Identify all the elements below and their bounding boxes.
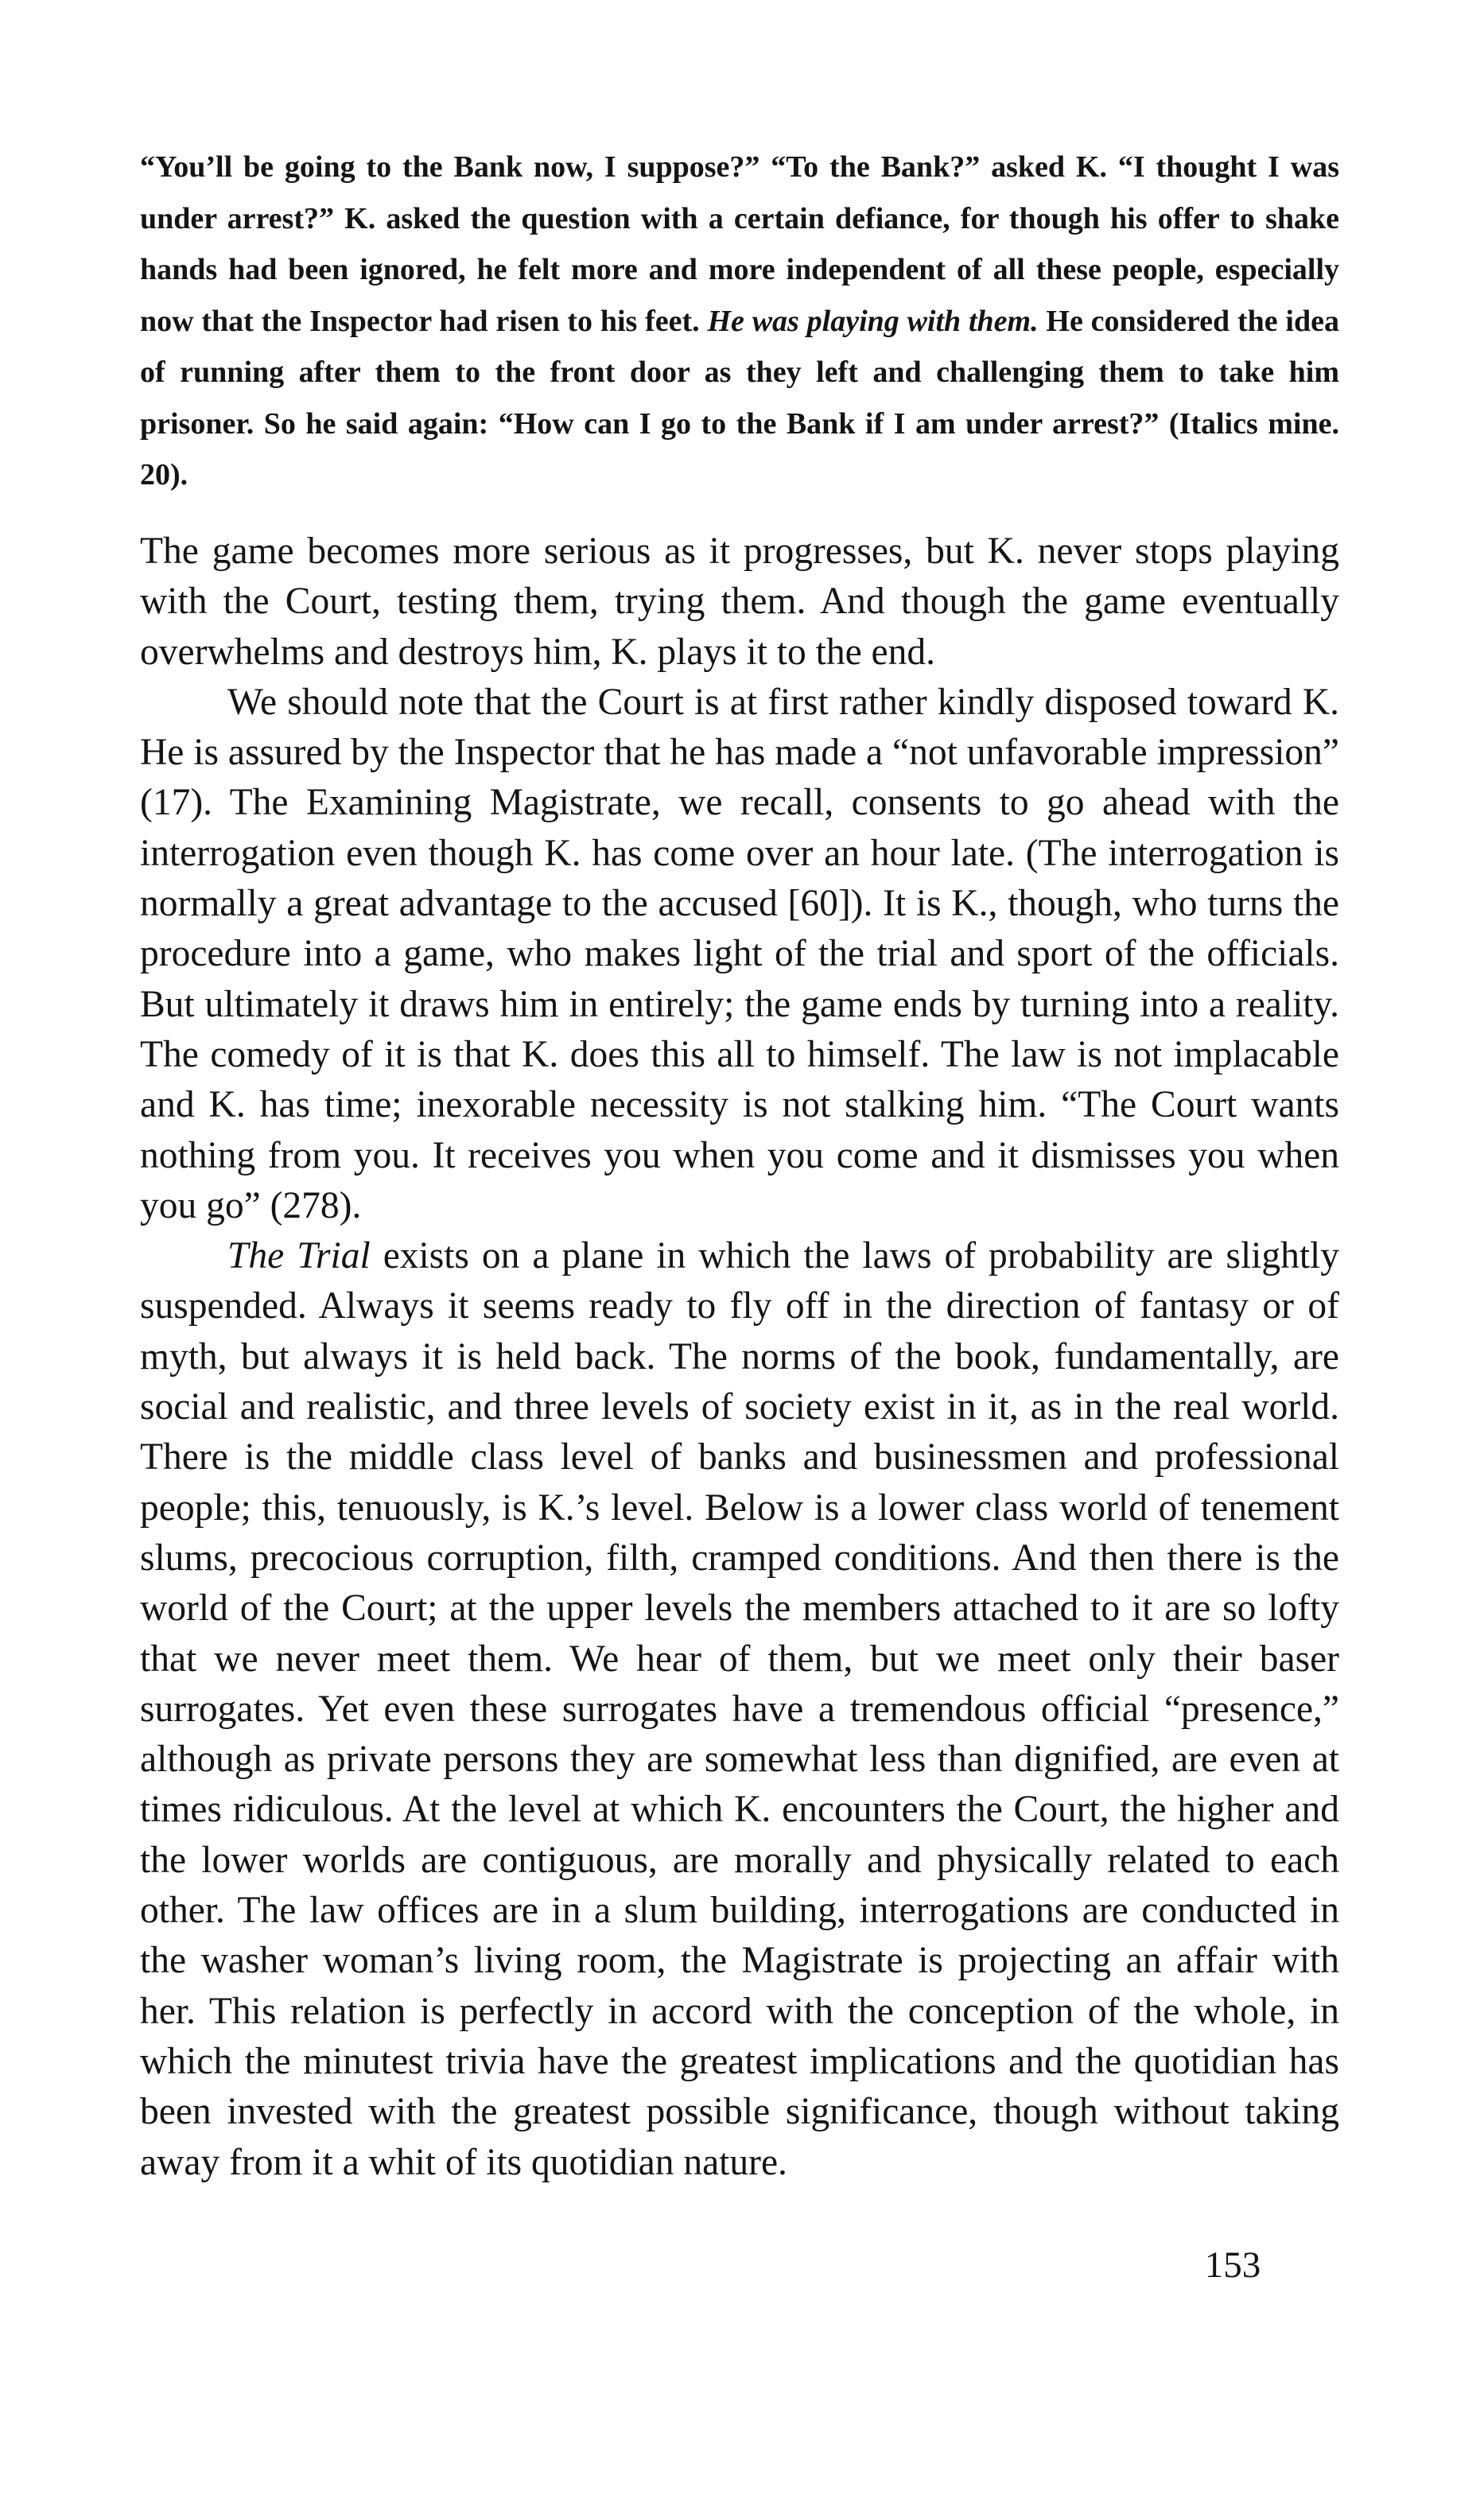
quote-text-end: He considered the idea of running after them to the front door as they left and challenging them to take him prisoner. So he said again: “How can I go to the Bank if I am under arrest?” (Italics mine. 20). — [140, 304, 1339, 492]
quote-text-start: “You’ll be going to the Bank now, I suppose?” “To the Bank?” asked K. “I thought I was under arrest?” K. asked the question with a certain defiance, for though his offer to shake hands had been ignored, he felt more and more independent of all these people, especially now that the Inspector had risen to his feet. — [140, 150, 1339, 338]
quote-italic-text: He was playing with them. — [707, 304, 1039, 338]
paragraph-3-text: exists on a plane in which the laws of probability are slightly suspended. Always it seems ready to fly off in the direction of fantasy or of myth, but always it is held back. The norms of the book, fundamentally, are social and realistic, and three levels of society exist in it, as in the real world. There is the middle class level of banks and businessmen and professional people; this, tenuously, is K.’s level. Below is a lower class world of tenement slums, precocious corruption, filth, cramped conditions. And then there is the world of the Court; at the upper levels the members attached to it are so lofty that we never meet them. We hear of them, but we meet only their baser surrogates. Yet even these surrogates have a tremendous official “presence,” although as private persons they are somewhat less than dignified, are even at times ridiculous. At the level at which K. encounters the Court, the higher and the lower worlds are contiguous, are morally and physically related to each other. The law offices are in a slum building, interrogations are conducted in the washer woman’s living room, the Magistrate is projecting an affair with her. This relation is perfectly in accord with the conception of the whole, in which the minutest trivia have the greatest implications and the quotidian has been invested with the greatest possible significance, though without taking away from it a whit of its quotidian nature. — [140, 1235, 1339, 2183]
book-title: The Trial — [227, 1235, 371, 1277]
body-text — [140, 527, 1339, 2188]
paragraph-2: We should note that the Court is at first rather kindly disposed toward K. He is assured by the Inspector that he has made a “not unfavorable impression” (17). The Examining Magistrate, we recall, consents to go ahead with the interrogation even though K. has come over an hour late. (The interrogation is normally a great advantage to the accused [60]). It is K., though, who turns the procedure into a game, who makes light of the trial and sport of the officials. But ultimately it draws him in entirely; the game ends by turning into a reality. The comedy of it is that K. does this all to himself. The law is not implacable and K. has time; inexorable necessity is not stalking him. “The Court wants nothing from you. It receives you when you come and it dismisses you when you go” (278). — [140, 681, 1339, 1226]
paragraph-1: The game becomes more serious as it progresses, but K. never stops playing with the Court, testing them, trying them. And though the game eventually overwhelms and destroys him, K. plays it to the end. — [140, 530, 1339, 673]
page-number: 153 — [1204, 2244, 1261, 2286]
paragraph-3 — [140, 1231, 1339, 2188]
block-quote — [140, 142, 1339, 501]
